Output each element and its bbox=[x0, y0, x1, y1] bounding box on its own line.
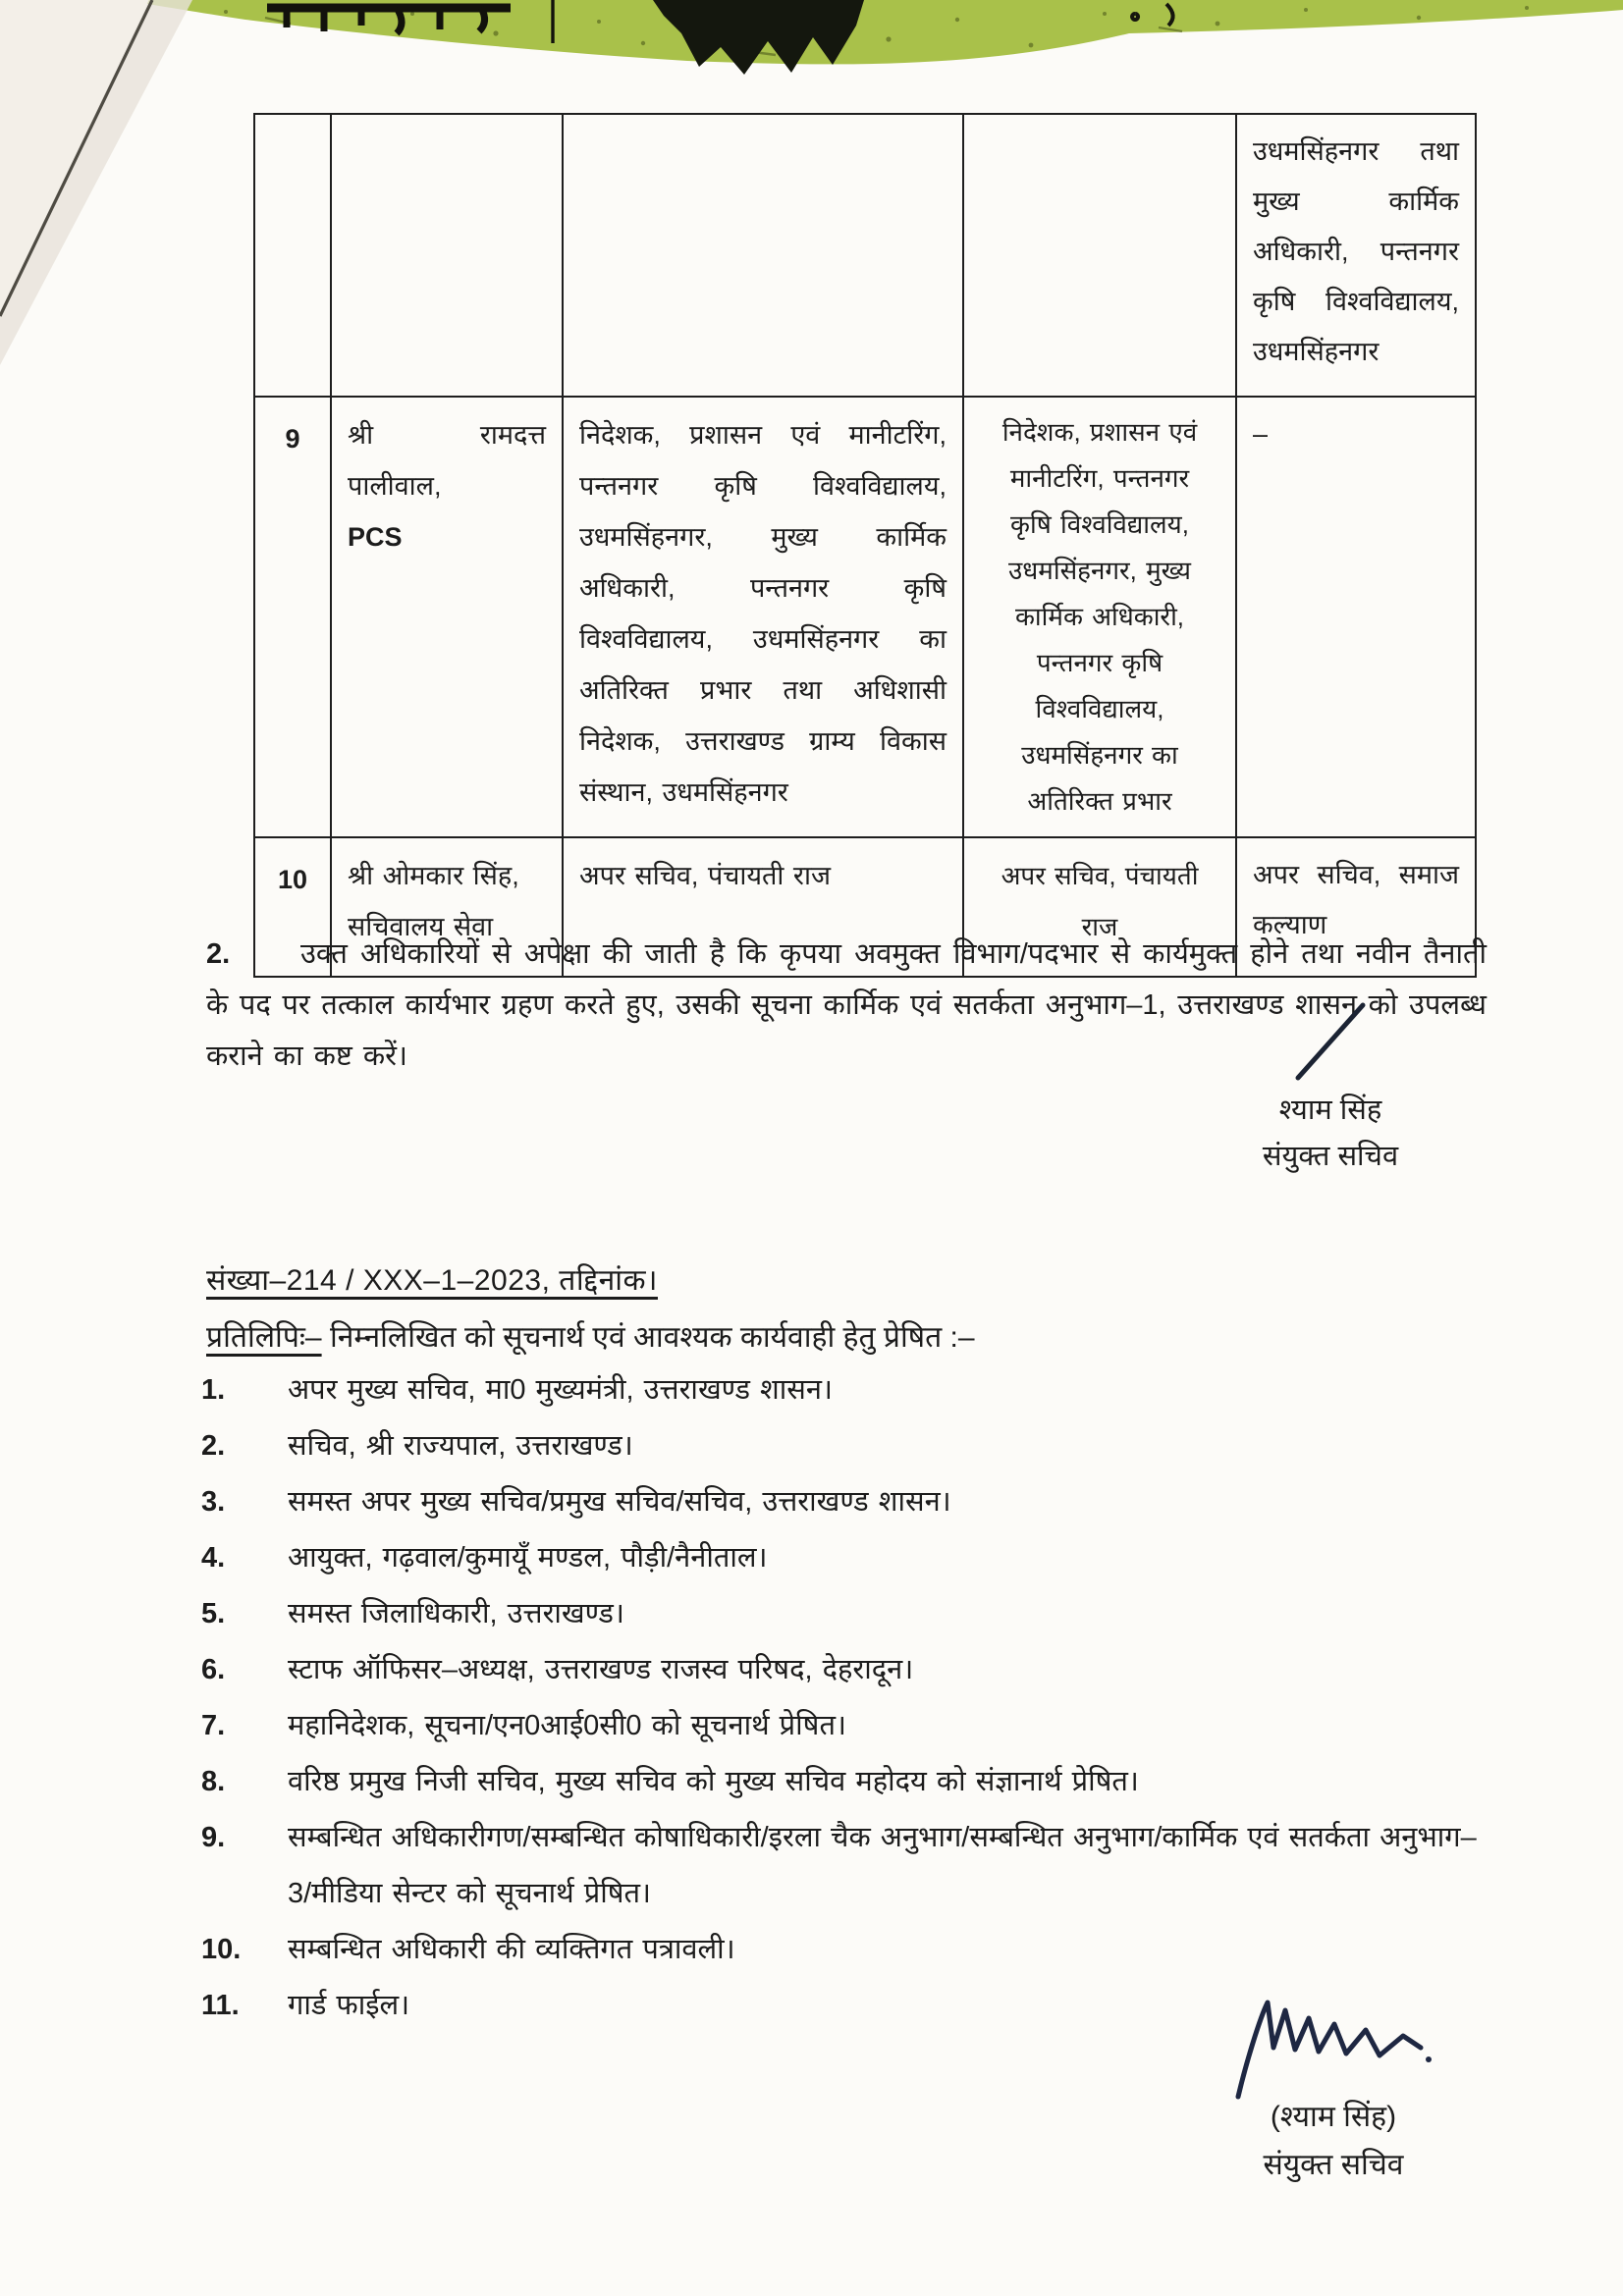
cell-previous-post bbox=[563, 114, 963, 397]
item-text: सचिव, श्री राज्यपाल, उत्तराखण्ड। bbox=[288, 1430, 633, 1462]
item-text: वरिष्ठ प्रमुख निजी सचिव, मुख्य सचिव को मुख्य सचिव महोदय को संज्ञानार्थ प्रेषित। bbox=[288, 1766, 1139, 1797]
cell-additional-charge: – bbox=[1236, 397, 1476, 837]
table-row-continuation bbox=[254, 114, 1476, 397]
cell-serial: 10 bbox=[254, 837, 331, 977]
cell-additional-charge: उधमसिंहनगर तथा मुख्य कार्मिक अधिकारी, पन्तनगर कृषि विश्वविद्यालय, उधमसिंहनगर bbox=[1236, 114, 1476, 397]
distribution-list bbox=[201, 1362, 1488, 2034]
officer-cadre: PCS bbox=[348, 522, 403, 552]
copy-heading-text: निम्नलिखित को सूचनार्थ एवं आवश्यक कार्यवाही हेतु प्रेषित :– bbox=[321, 1321, 975, 1354]
copy-heading-label: प्रतिलिपिः– bbox=[206, 1321, 322, 1354]
list-item bbox=[201, 1754, 1488, 1810]
item-text: अपर मुख्य सचिव, मा0 मुख्यमंत्री, उत्तराखण्ड शासन। bbox=[288, 1374, 833, 1406]
item-text: महानिदेशक, सूचना/एन0आई0सी0 को सूचनार्थ प्रेषित। bbox=[288, 1710, 846, 1741]
signatory-designation: संयुक्त सचिव bbox=[1262, 1141, 1399, 1172]
item-text: समस्त जिलाधिकारी, उत्तराखण्ड। bbox=[288, 1598, 624, 1629]
signatory-name: श्याम सिंह bbox=[1278, 1095, 1382, 1126]
item-text: समस्त अपर मुख्य सचिव/प्रमुख सचिव/सचिव, उत्तराखण्ड शासन। bbox=[288, 1486, 951, 1518]
signature-stroke-icon bbox=[1276, 999, 1384, 1084]
officer-name-line: श्री ओमकार सिंह, bbox=[348, 861, 519, 890]
signatory-designation: संयुक्त सचिव bbox=[1263, 2149, 1404, 2181]
cell-previous-post: निदेशक, प्रशासन एवं मानीटरिंग, पन्तनगर कृषि विश्वविद्यालय, उधमसिंहनगर, मुख्य कार्मिक अधिकारी, पन्तनगर कृषि विश्वविद्यालय, उधमसिंहनगर का अतिरिक्त प्रभार तथा अधिशासी निदेशक, उत्तराखण्ड ग्राम्य विकास संस्थान, उधमसिंहनगर bbox=[563, 397, 963, 837]
item-number: 2. bbox=[201, 1430, 226, 1462]
list-item bbox=[201, 1642, 1488, 1698]
list-item bbox=[201, 1586, 1488, 1642]
officer-name-line: श्री रामदत्त पालीवाल, bbox=[348, 420, 546, 501]
item-number: 9. bbox=[201, 1822, 226, 1853]
cell-officer-name bbox=[331, 397, 563, 837]
cell-officer-name bbox=[331, 114, 563, 397]
cell-new-post bbox=[963, 114, 1236, 397]
officer-service: सचिवालय सेवा bbox=[348, 912, 494, 941]
list-item bbox=[201, 1418, 1488, 1474]
item-text: आयुक्त, गढ़वाल/कुमायूँ मण्डल, पौड़ी/नैनीताल। bbox=[288, 1542, 768, 1574]
list-item bbox=[201, 1698, 1488, 1754]
list-item bbox=[201, 1474, 1488, 1530]
item-number: 8. bbox=[201, 1766, 226, 1797]
cell-new-post: निदेशक, प्रशासन एवं मानीटरिंग, पन्तनगर कृषि विश्वविद्यालय, उधमसिंहनगर, मुख्य कार्मिक अधिकारी, पन्तनगर कृषि विश्वविद्यालय, उधमसिंहनगर का अतिरिक्त प्रभार bbox=[963, 397, 1236, 837]
item-number: 1. bbox=[201, 1374, 226, 1406]
reference-number-line: संख्या–214 / XXX–1–2023, तद्दिनांक। bbox=[206, 1264, 658, 1297]
item-number: 7. bbox=[201, 1710, 226, 1741]
item-number: 5. bbox=[201, 1598, 226, 1629]
list-item bbox=[201, 1922, 1488, 1978]
list-item bbox=[201, 1810, 1488, 1922]
item-text: स्टाफ ऑफिसर–अध्यक्ष, उत्तराखण्ड राजस्व परिषद, देहरादून। bbox=[288, 1654, 914, 1685]
item-number: 4. bbox=[201, 1542, 226, 1574]
cell-new-post: अपर सचिव, पंचायती राज bbox=[963, 837, 1236, 977]
item-number: 10. bbox=[201, 1934, 242, 1965]
copy-heading bbox=[206, 1315, 975, 1356]
mountain-logo-mark bbox=[653, 0, 864, 75]
item-text: सम्बन्धित अधिकारीगण/सम्बन्धित कोषाधिकारी/इरला चैक अनुभाग/सम्बन्धित अनुभाग/कार्मिक एवं सतर्कता अनुभाग–3/मीडिया सेन्टर को सूचनार्थ प्रेषित। bbox=[288, 1822, 1477, 1909]
cell-additional-charge: अपर सचिव, समाज कल्याण bbox=[1236, 837, 1476, 977]
cell-previous-post: अपर सचिव, पंचायती राज bbox=[563, 837, 963, 977]
item-text: गार्ड फाईल। bbox=[288, 1990, 410, 2021]
paragraph-text: उक्त अधिकारियों से अपेक्षा की जाती है कि कृपया अवमुक्त विभाग/पदभार से कार्यमुक्त होने तथा नवीन तैनाती के पद पर तत्काल कार्यभार ग्रहण करते हुए, उसकी सूचना कार्मिक एवं सतर्कता अनुभाग–1, उत्तराखण्ड शासन को उपलब्ध कराने का कष्ट करें। bbox=[206, 938, 1487, 1072]
cell-serial bbox=[254, 114, 331, 397]
list-item bbox=[201, 1362, 1488, 1418]
item-number: 11. bbox=[201, 1990, 240, 2021]
item-text: सम्बन्धित अधिकारी की व्यक्तिगत पत्रावली। bbox=[288, 1934, 735, 1965]
signature-block-bottom bbox=[1147, 1991, 1520, 2191]
item-number: 3. bbox=[201, 1486, 226, 1518]
signature-block-top bbox=[1149, 999, 1512, 1181]
handwritten-signature-icon bbox=[1220, 1991, 1446, 2101]
cell-serial: 9 bbox=[254, 397, 331, 837]
posting-table bbox=[253, 113, 1477, 978]
signatory-name: (श्याम सिंह) bbox=[1270, 2101, 1397, 2133]
table-row-9 bbox=[254, 397, 1476, 837]
paragraph-number: 2. bbox=[206, 938, 231, 970]
item-number: 6. bbox=[201, 1654, 226, 1685]
list-item bbox=[201, 1530, 1488, 1586]
